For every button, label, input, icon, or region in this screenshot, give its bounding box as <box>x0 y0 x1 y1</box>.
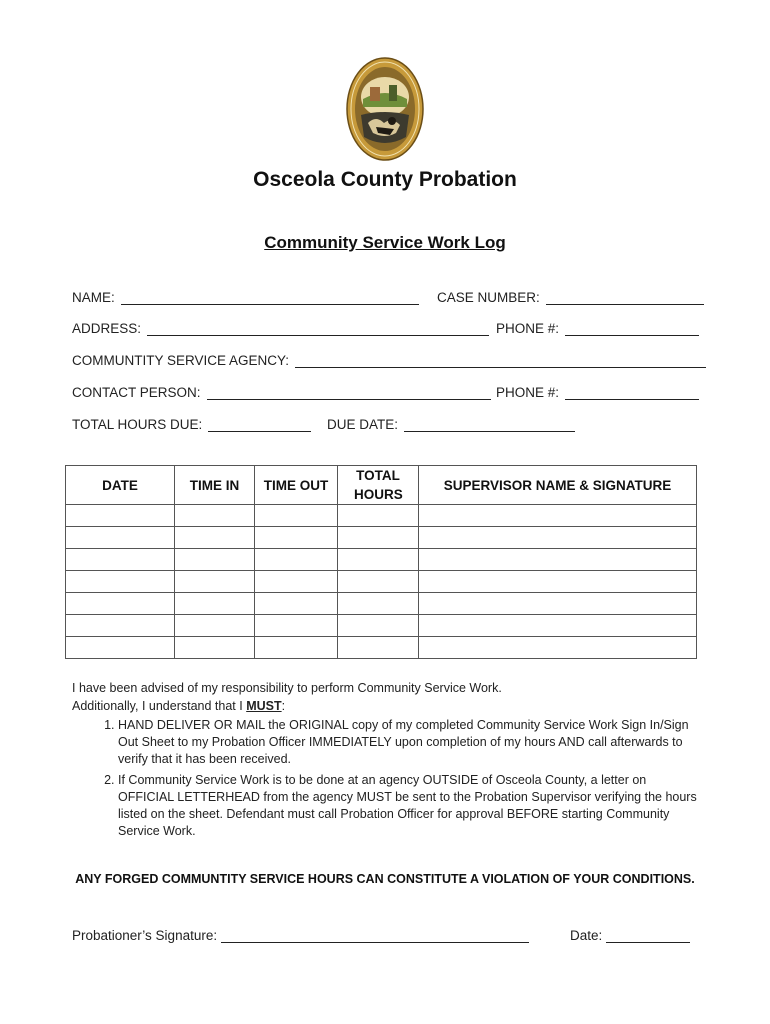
cell-time-out[interactable] <box>255 637 338 659</box>
work-log-table <box>65 465 697 659</box>
cell-supervisor[interactable] <box>419 571 697 593</box>
signature-date-line[interactable] <box>606 928 690 943</box>
phone-line-1[interactable] <box>565 321 699 336</box>
address-label: ADDRESS: <box>72 321 142 336</box>
table-row <box>66 527 697 549</box>
contact-person-line[interactable] <box>207 385 491 400</box>
contact-person-field[interactable] <box>72 385 491 400</box>
header-time-out: TIME OUT <box>255 466 338 505</box>
cell-time-out[interactable] <box>255 571 338 593</box>
requirements-list <box>72 717 702 840</box>
agency-label: COMMUNTITY SERVICE AGENCY: <box>72 353 290 368</box>
case-number-label: CASE NUMBER: <box>437 290 540 305</box>
notes-line-2-suffix: : <box>281 699 286 713</box>
cell-time-in[interactable] <box>175 637 255 659</box>
county-seal-logo <box>346 57 424 161</box>
phone-label-2: PHONE #: <box>496 385 560 400</box>
due-date-label: DUE DATE: <box>327 417 399 432</box>
header-time-in: TIME IN <box>175 466 255 505</box>
requirement-item-2: 2. If Community Service Work is to be done at an agency OUTSIDE of Osceola County, a letter on OFFICIAL LETTERHEAD from the agency MUST be sent to the Probation Supervisor verifying the hours listed on the sheet. Defendant must call Probation Officer for approval BEFORE starting Community Service Work. <box>118 772 702 840</box>
total-hours-due-line[interactable] <box>208 417 311 432</box>
total-hours-due-field[interactable] <box>72 417 311 432</box>
cell-total-hours[interactable] <box>338 527 419 549</box>
cell-date[interactable] <box>66 637 175 659</box>
cell-time-out[interactable] <box>255 615 338 637</box>
phone-line-2[interactable] <box>565 385 699 400</box>
notes-line-2-prefix: Additionally, I understand that I <box>72 699 247 713</box>
forgery-warning: ANY FORGED COMMUNTITY SERVICE HOURS CAN CONSTITUTE A VIOLATION OF YOUR CONDITIONS. <box>75 872 695 886</box>
cell-time-out[interactable] <box>255 593 338 615</box>
cell-time-in[interactable] <box>175 527 255 549</box>
name-field[interactable] <box>72 290 419 305</box>
cell-date[interactable] <box>66 549 175 571</box>
total-hours-due-label: TOTAL HOURS DUE: <box>72 417 203 432</box>
table-header-row <box>66 466 697 505</box>
table-row <box>66 571 697 593</box>
cell-total-hours[interactable] <box>338 615 419 637</box>
table-row <box>66 615 697 637</box>
signature-date-field[interactable] <box>570 928 690 943</box>
cell-total-hours[interactable] <box>338 549 419 571</box>
address-line[interactable] <box>147 321 489 336</box>
due-date-line[interactable] <box>404 417 575 432</box>
phone-field-1[interactable] <box>496 321 699 336</box>
cell-supervisor[interactable] <box>419 505 697 527</box>
cell-date[interactable] <box>66 571 175 593</box>
cell-date[interactable] <box>66 615 175 637</box>
notes-line-1: I have been advised of my responsibility to perform Community Service Work. <box>72 681 502 695</box>
cell-time-out[interactable] <box>255 505 338 527</box>
probationer-signature-field[interactable] <box>72 928 529 943</box>
cell-total-hours[interactable] <box>338 637 419 659</box>
cell-supervisor[interactable] <box>419 527 697 549</box>
cell-time-in[interactable] <box>175 593 255 615</box>
cell-time-in[interactable] <box>175 549 255 571</box>
contact-person-label: CONTACT PERSON: <box>72 385 201 400</box>
agency-field[interactable] <box>72 353 706 368</box>
table-row <box>66 593 697 615</box>
phone-field-2[interactable] <box>496 385 699 400</box>
page-subtitle: Community Service Work Log <box>264 233 506 252</box>
cell-supervisor[interactable] <box>419 549 697 571</box>
header-date: DATE <box>66 466 175 505</box>
agency-line[interactable] <box>295 353 706 368</box>
cell-date[interactable] <box>66 505 175 527</box>
name-label: NAME: <box>72 290 115 305</box>
requirement-item-1: 1. HAND DELIVER OR MAIL the ORIGINAL copy of my completed Community Service Work Sign In/Sign Out Sheet to my Probation Officer IMMEDIATELY upon completion of my hours AND call afterwards to verify that it has been received. <box>118 717 702 768</box>
signature-date-label: Date: <box>570 928 603 943</box>
cell-total-hours[interactable] <box>338 505 419 527</box>
table-row <box>66 549 697 571</box>
notes-line-2 <box>72 697 702 715</box>
cell-supervisor[interactable] <box>419 615 697 637</box>
probationer-signature-line[interactable] <box>221 928 529 943</box>
cell-date[interactable] <box>66 593 175 615</box>
case-number-line[interactable] <box>546 290 704 305</box>
cell-time-out[interactable] <box>255 527 338 549</box>
cell-time-in[interactable] <box>175 615 255 637</box>
cell-time-out[interactable] <box>255 549 338 571</box>
cell-time-in[interactable] <box>175 505 255 527</box>
due-date-field[interactable] <box>327 417 575 432</box>
cell-total-hours[interactable] <box>338 593 419 615</box>
header-supervisor-signature: SUPERVISOR NAME & SIGNATURE <box>419 466 697 505</box>
must-emphasis: MUST <box>246 699 282 713</box>
page-title: Osceola County Probation <box>253 168 517 191</box>
cell-time-in[interactable] <box>175 571 255 593</box>
phone-label-1: PHONE #: <box>496 321 560 336</box>
header-total-hours: TOTAL HOURS <box>338 466 419 505</box>
responsibility-notes <box>72 679 702 844</box>
cell-supervisor[interactable] <box>419 593 697 615</box>
table-row <box>66 637 697 659</box>
probationer-signature-label: Probationer’s Signature: <box>72 928 218 943</box>
address-field[interactable] <box>72 321 489 336</box>
cell-date[interactable] <box>66 527 175 549</box>
case-number-field[interactable] <box>437 290 704 305</box>
cell-total-hours[interactable] <box>338 571 419 593</box>
cell-supervisor[interactable] <box>419 637 697 659</box>
name-line[interactable] <box>121 290 419 305</box>
table-row <box>66 505 697 527</box>
